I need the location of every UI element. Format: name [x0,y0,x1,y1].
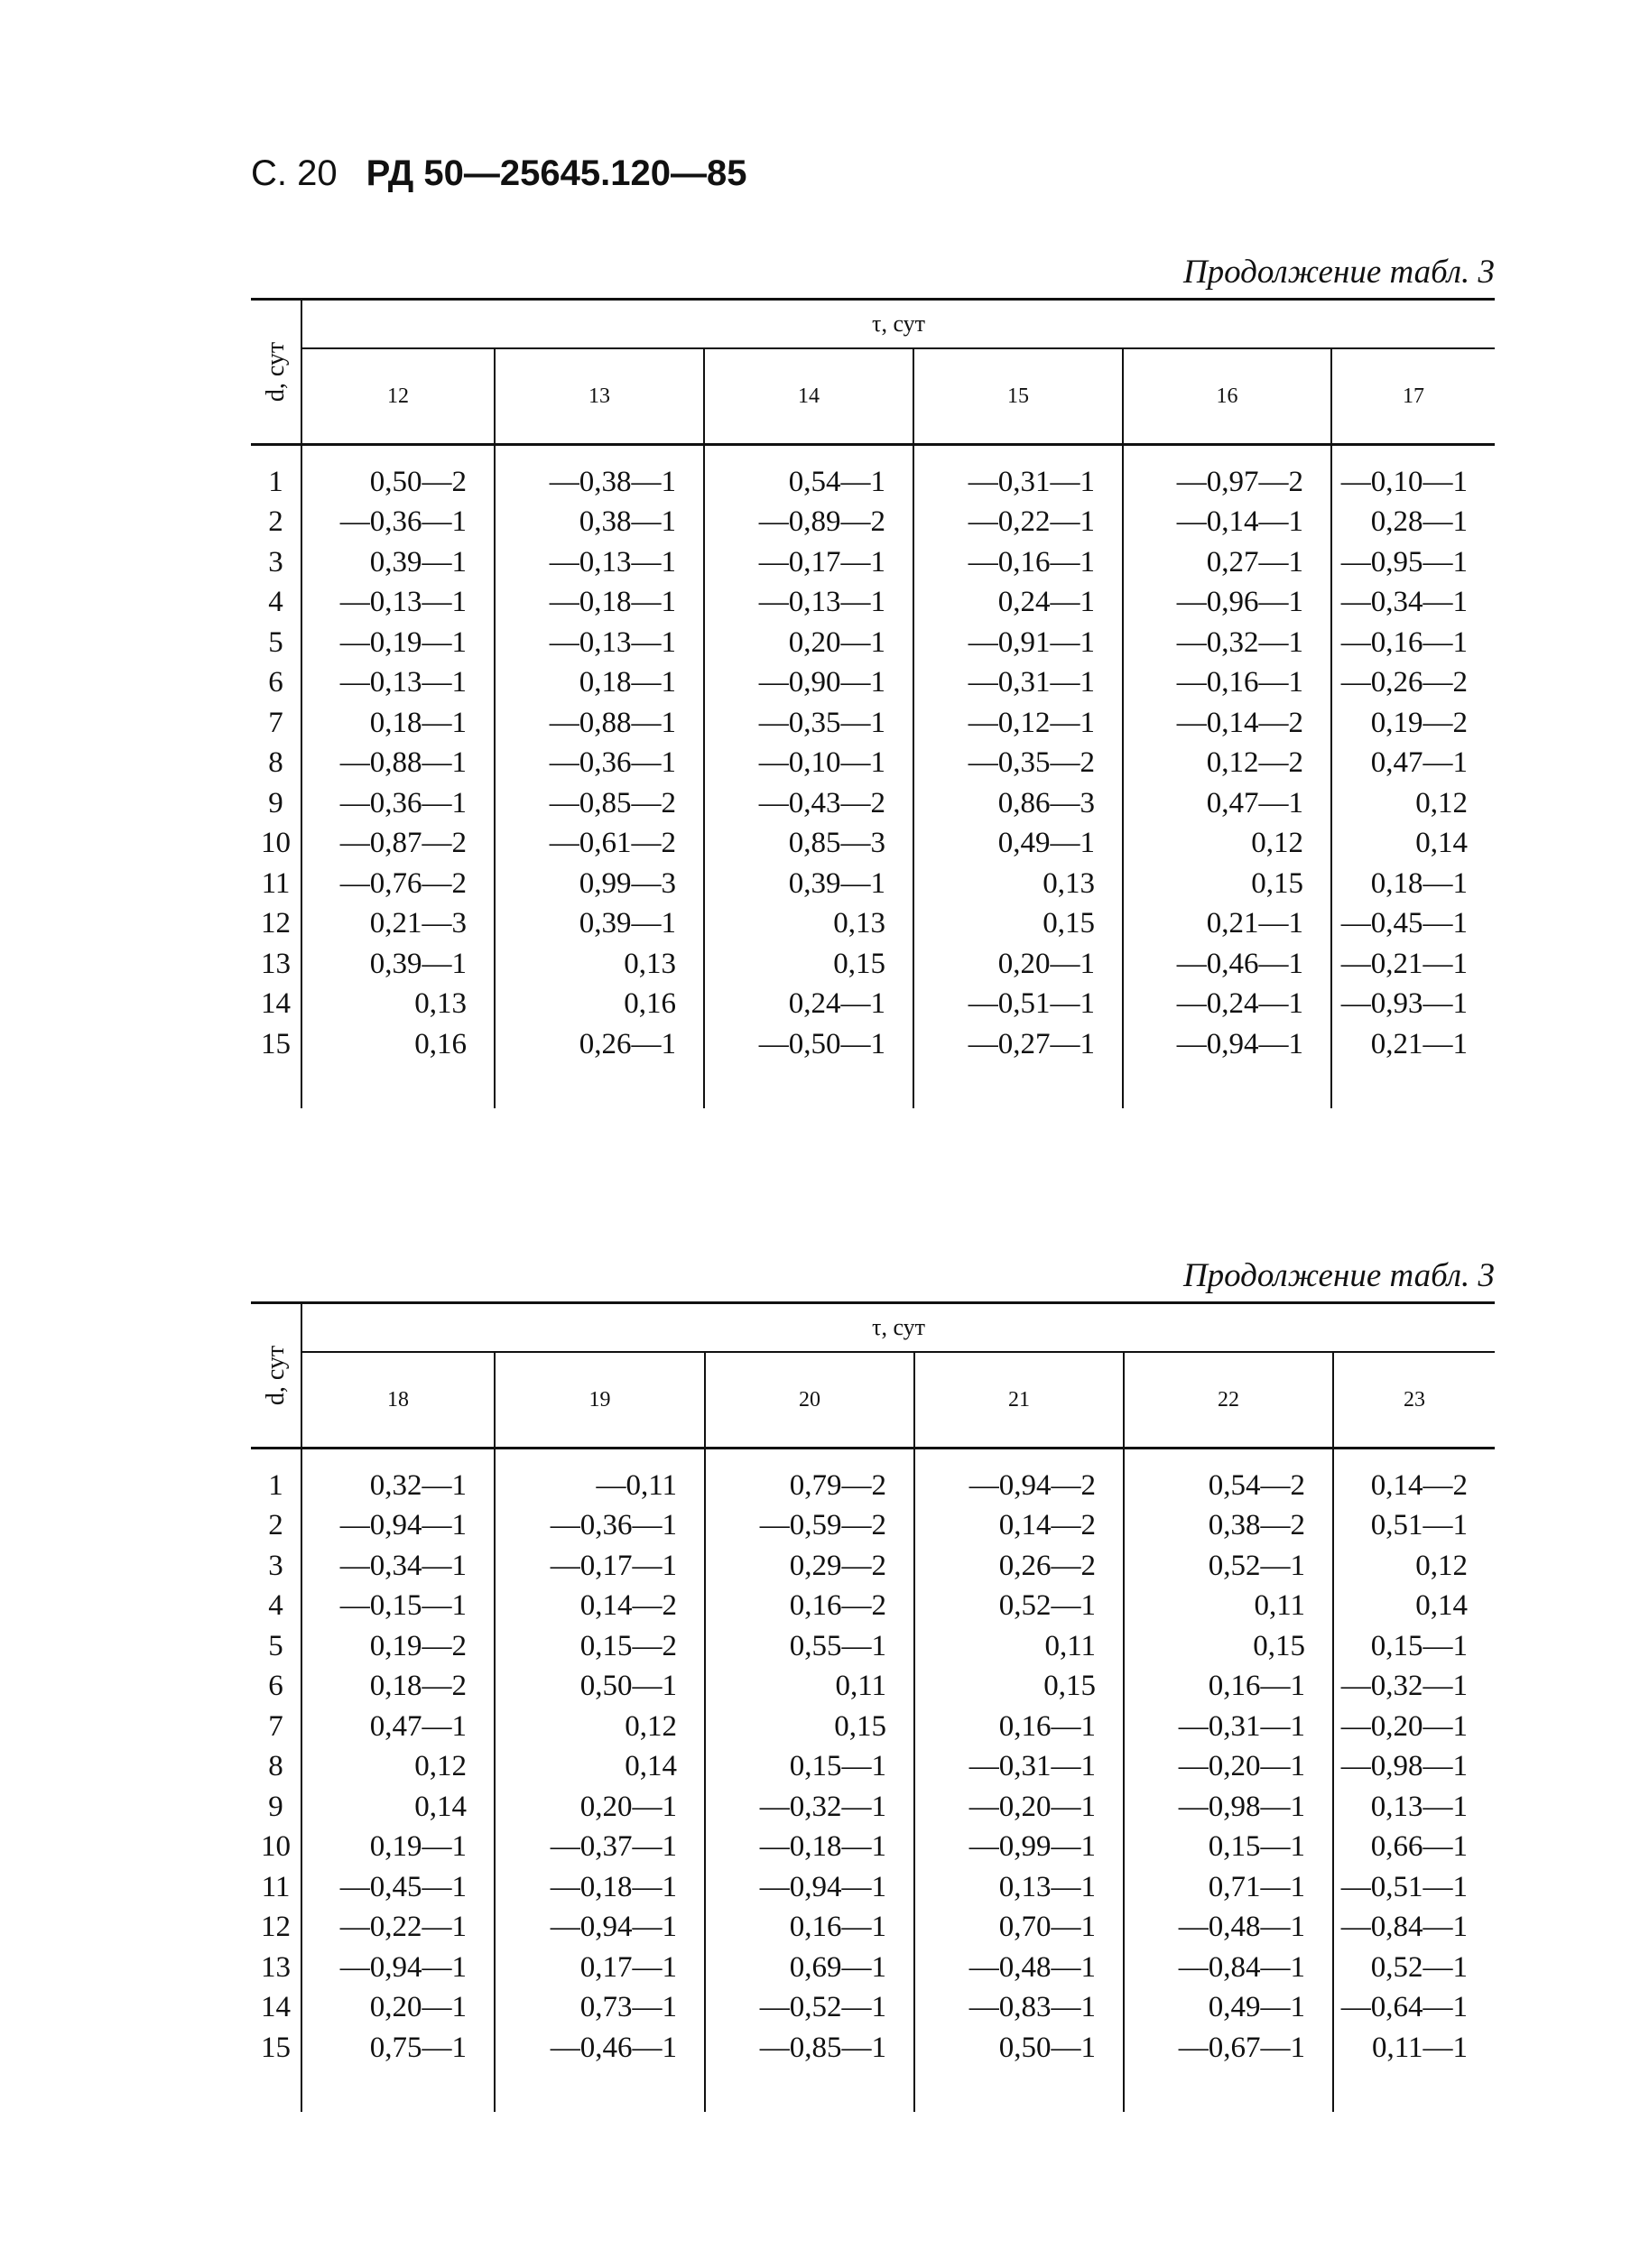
table-cell: 0,18—1 [369,706,467,739]
table-row [251,1466,1495,1506]
column-group-header: τ, сут [301,300,1495,349]
row-d-value: 14 [251,985,301,1025]
table-cell: 0,50—1 [495,1667,705,1708]
table-cell: —0,52—1 [705,1988,914,2029]
table-cell: —0,26—2 [1331,663,1495,704]
table-cell: 0,15 [1123,864,1331,904]
table-cell: —0,16—1 [1331,623,1495,663]
row-header-d [251,300,301,445]
table-cell: 0,50—2 [369,465,467,498]
table-cell: —0,16—1 [913,542,1123,583]
table-cell: —0,61—2 [495,824,704,865]
row-d-value: 14 [251,1988,301,2029]
table-cell: —0,15—1 [339,1589,467,1623]
row-d-value: 1 [251,1466,301,1506]
column-header: 20 [705,1352,914,1449]
table-cell: 0,15—1 [1333,1626,1495,1667]
table-cell: 0,11 [1124,1587,1333,1627]
table-cell: —0,99—1 [914,1828,1124,1868]
table-row [251,1587,1495,1627]
row-d-value: 10 [251,824,301,865]
table-cell: —0,14—2 [1123,703,1331,744]
table-cell: —0,20—1 [1124,1747,1333,1788]
column-header: 16 [1123,348,1331,445]
row-d-value: 15 [251,2028,301,2069]
column-header: 12 [301,348,495,445]
column-header: 17 [1331,348,1495,445]
table-cell: 0,21—3 [369,907,467,940]
table-row [251,1024,1495,1065]
table-row [251,1626,1495,1667]
table-cell: 0,85—3 [704,824,913,865]
table-cell: 0,26—2 [914,1546,1124,1587]
table-cell: 0,16—1 [1124,1667,1333,1708]
table-cell: —0,14—1 [1123,503,1331,543]
table-row [251,2028,1495,2069]
table-cell: 0,49—1 [1124,1988,1333,2029]
table-cell: —0,34—1 [339,1549,467,1582]
table-cell: —0,98—1 [1124,1787,1333,1828]
table-cell: —0,10—1 [1331,462,1495,503]
table-row [251,824,1495,865]
table-cell: 0,14—2 [914,1506,1124,1547]
table-cell: —0,48—1 [1124,1908,1333,1949]
table-row [251,703,1495,744]
table-cell: —0,31—1 [913,663,1123,704]
table-cell: —0,13—1 [339,586,467,619]
table-cell: —0,45—1 [1331,904,1495,945]
table-cell: 0,15 [1124,1626,1333,1667]
row-header-label: d, сут [261,1345,290,1406]
table-row [251,1546,1495,1587]
row-d-value: 3 [251,1546,301,1587]
table-cell: 0,14 [414,1790,467,1823]
table-cell: 0,14 [1333,1587,1495,1627]
table-cell: 0,20—1 [704,623,913,663]
table-cell: 0,16 [414,1027,467,1060]
row-d-value: 4 [251,583,301,624]
row-d-value: 1 [251,462,301,503]
table-row [251,462,1495,503]
column-group-header: τ, сут [301,1303,1495,1353]
table-cell: —0,46—1 [1123,944,1331,985]
row-d-value: 5 [251,1626,301,1667]
table-cell: —0,12—1 [913,703,1123,744]
table-cell: 0,71—1 [1124,1867,1333,1908]
table-cell: 0,15 [705,1707,914,1747]
table-cell: —0,16—1 [1123,663,1331,704]
table-cell: —0,35—1 [704,703,913,744]
table-row [251,542,1495,583]
table-cell: —0,94—1 [1123,1024,1331,1065]
table-cell: —0,18—1 [495,1867,705,1908]
row-d-value: 7 [251,1707,301,1747]
table-cell: —0,31—1 [1124,1707,1333,1747]
page-header [251,152,746,194]
data-table-1 [251,298,1495,1108]
column-header: 18 [301,1352,495,1449]
row-d-value: 13 [251,1948,301,1988]
table-cell: 0,11 [705,1667,914,1708]
table-cell: 0,47—1 [1123,783,1331,824]
table-row [251,864,1495,904]
table-cell: —0,20—1 [914,1787,1124,1828]
table-cell: 0,13 [913,864,1123,904]
table-cell: 0,73—1 [495,1988,705,2029]
column-header: 15 [913,348,1123,445]
table-cell: 0,32—1 [369,1468,467,1502]
table-cell: —0,84—1 [1333,1908,1495,1949]
row-d-value: 6 [251,663,301,704]
table-cell: 0,39—1 [704,864,913,904]
table-caption: Продолжение табл. 3 [1182,1257,1495,1294]
table-cell: 0,19—1 [369,1830,467,1864]
row-d-value: 12 [251,904,301,945]
table-cell: 0,18—1 [1331,864,1495,904]
table-cell: 0,24—1 [704,985,913,1025]
table-cell: 0,20—1 [369,1991,467,2024]
table-cell: —0,84—1 [1124,1948,1333,1988]
table-row [251,1787,1495,1828]
table-cell: —0,38—1 [495,462,704,503]
table-cell: —0,10—1 [704,744,913,784]
table-cell: 0,16—2 [705,1587,914,1627]
table-cell: 0,21—1 [1123,904,1331,945]
table-cell: 0,50—1 [914,2028,1124,2069]
row-d-value: 12 [251,1908,301,1949]
table-cell: —0,91—1 [913,623,1123,663]
table-cell: 0,12 [1331,783,1495,824]
table-cell: 0,11 [914,1626,1124,1667]
table-cell: 0,79—2 [705,1466,914,1506]
table-cell: 0,16 [495,985,704,1025]
table-cell: —0,97—2 [1123,462,1331,503]
table-cell: —0,32—1 [1123,623,1331,663]
row-d-value: 8 [251,744,301,784]
table-cell: —0,13—1 [495,623,704,663]
row-header-d [251,1303,301,1449]
table-cell: 0,13—1 [1333,1787,1495,1828]
table-row [251,944,1495,985]
table-cell: —0,31—1 [914,1747,1124,1788]
table-cell: 0,18—2 [369,1670,467,1703]
table-cell: —0,94—1 [339,1950,467,1984]
table-cell: —0,94—1 [339,1509,467,1542]
table-cell: 0,12 [495,1707,705,1747]
table-cell: —0,88—1 [339,746,467,780]
table-cell: —0,35—2 [913,744,1123,784]
table-cell: 0,12 [1123,824,1331,865]
table-cell: 0,39—1 [369,947,467,980]
table-cell: —0,83—1 [914,1988,1124,2029]
row-d-value: 13 [251,944,301,985]
table-cell: 0,16—1 [705,1908,914,1949]
table-cell: —0,94—1 [495,1908,705,1949]
column-header: 23 [1333,1352,1495,1449]
table-cell: —0,48—1 [914,1948,1124,1988]
table-cell: —0,36—1 [339,505,467,539]
table-cell: 0,39—1 [369,545,467,579]
table-cell: —0,36—1 [495,1506,705,1547]
row-d-value: 11 [251,864,301,904]
table-cell: 0,52—1 [914,1587,1124,1627]
table-cell: —0,36—1 [495,744,704,784]
table-cell: —0,95—1 [1331,542,1495,583]
table-cell: —0,32—1 [705,1787,914,1828]
table-block-2 [251,1249,1495,2152]
table-cell: —0,32—1 [1333,1667,1495,1708]
table-cell: —0,50—1 [704,1024,913,1065]
row-header-label: d, сут [261,341,290,403]
table-cell: 0,14—2 [495,1587,705,1627]
table-block-1 [251,244,1495,1146]
table-cell: —0,24—1 [1123,985,1331,1025]
table-cell: —0,85—2 [495,783,704,824]
table-cell: 0,15—2 [495,1626,705,1667]
row-d-value: 8 [251,1747,301,1788]
table-cell: 0,15 [704,944,913,985]
table-cell: 0,12 [1333,1546,1495,1587]
table-cell: 0,13 [495,944,704,985]
table-row [251,1747,1495,1788]
table-cell: 0,51—1 [1333,1506,1495,1547]
table-cell: —0,90—1 [704,663,913,704]
table-cell: —0,22—1 [339,1911,467,1944]
table-row [251,783,1495,824]
table-row [251,1948,1495,1988]
table-cell: 0,19—2 [1331,703,1495,744]
row-d-value: 3 [251,542,301,583]
table-row [251,744,1495,784]
table-cell: 0,75—1 [369,2031,467,2064]
table-cell: 0,69—1 [705,1948,914,1988]
table-cell: 0,52—1 [1124,1546,1333,1587]
table-cell: —0,17—1 [495,1546,705,1587]
table-cell: 0,38—2 [1124,1506,1333,1547]
table-cell: —0,11 [495,1466,705,1506]
table-cell: —0,89—2 [704,503,913,543]
table-row [251,1707,1495,1747]
row-d-value: 9 [251,783,301,824]
table-cell: —0,59—2 [705,1506,914,1547]
table-row [251,503,1495,543]
row-d-value: 6 [251,1667,301,1708]
row-d-value: 5 [251,623,301,663]
table-cell: —0,85—1 [705,2028,914,2069]
table-cell: 0,99—3 [495,864,704,904]
column-header: 14 [704,348,913,445]
table-cell: —0,37—1 [495,1828,705,1868]
table-cell: —0,17—1 [704,542,913,583]
table-cell: —0,13—1 [495,542,704,583]
table-cell: —0,22—1 [913,503,1123,543]
table-cell: 0,20—1 [495,1787,705,1828]
table-cell: —0,20—1 [1333,1707,1495,1747]
table-row [251,1828,1495,1868]
table-cell: —0,94—2 [914,1466,1124,1506]
table-row [251,1988,1495,2029]
column-header: 21 [914,1352,1124,1449]
table-row [251,623,1495,663]
table-cell: —0,98—1 [1333,1747,1495,1788]
table-cell: 0,38—1 [495,503,704,543]
table-cell: 0,21—1 [1331,1024,1495,1065]
table-cell: 0,28—1 [1331,503,1495,543]
table-cell: —0,45—1 [339,1870,467,1903]
row-d-value: 9 [251,1787,301,1828]
table-row [251,904,1495,945]
table-cell: 0,14 [495,1747,705,1788]
table-cell: —0,18—1 [495,583,704,624]
table-cell: 0,54—2 [1124,1466,1333,1506]
table-cell: —0,36—1 [339,786,467,819]
table-cell: 0,27—1 [1123,542,1331,583]
row-d-value: 2 [251,503,301,543]
table-cell: —0,19—1 [339,625,467,659]
table-cell: —0,13—1 [339,666,467,699]
table-row [251,583,1495,624]
row-d-value: 4 [251,1587,301,1627]
table-cell: —0,34—1 [1331,583,1495,624]
table-cell: 0,13—1 [914,1867,1124,1908]
table-cell: 0,17—1 [495,1948,705,1988]
table-cell: 0,13 [414,987,467,1021]
table-row [251,1667,1495,1708]
column-header: 22 [1124,1352,1333,1449]
table-cell: —0,18—1 [705,1828,914,1868]
table-cell: 0,24—1 [913,583,1123,624]
table-cell: 0,47—1 [369,1709,467,1743]
row-d-value: 2 [251,1506,301,1547]
table-cell: 0,15 [913,904,1123,945]
table-cell: 0,18—1 [495,663,704,704]
table-cell: 0,47—1 [1331,744,1495,784]
table-cell: 0,29—2 [705,1546,914,1587]
document-code: РД 50—25645.120—85 [366,153,747,193]
table-cell: —0,43—2 [704,783,913,824]
table-cell: 0,12 [414,1750,467,1783]
table-cell: 0,26—1 [495,1024,704,1065]
row-d-value: 15 [251,1024,301,1065]
table-cell: 0,66—1 [1333,1828,1495,1868]
table-cell: 0,15 [914,1667,1124,1708]
column-header: 13 [495,348,704,445]
table-cell: —0,88—1 [495,703,704,744]
table-row [251,1908,1495,1949]
table-cell: —0,96—1 [1123,583,1331,624]
table-cell: —0,94—1 [705,1867,914,1908]
table-cell: 0,11—1 [1333,2028,1495,2069]
data-table-2 [251,1301,1495,2112]
row-d-value: 10 [251,1828,301,1868]
table-cell: —0,51—1 [913,985,1123,1025]
table-cell: —0,46—1 [495,2028,705,2069]
table-row [251,663,1495,704]
table-cell: —0,27—1 [913,1024,1123,1065]
table-cell: —0,87—2 [339,827,467,860]
table-caption: Продолжение табл. 3 [1182,254,1495,291]
table-cell: 0,14—2 [1333,1466,1495,1506]
row-d-value: 7 [251,703,301,744]
table-cell: —0,67—1 [1124,2028,1333,2069]
table-cell: 0,12—2 [1123,744,1331,784]
table-row [251,1867,1495,1908]
table-cell: —0,31—1 [913,462,1123,503]
table-cell: 0,55—1 [705,1626,914,1667]
row-d-value: 11 [251,1867,301,1908]
table-cell: —0,76—2 [339,866,467,900]
table-cell: 0,15—1 [1124,1828,1333,1868]
column-header: 19 [495,1352,705,1449]
table-row [251,985,1495,1025]
table-cell: 0,52—1 [1333,1948,1495,1988]
table-cell: —0,21—1 [1331,944,1495,985]
table-cell: 0,15—1 [705,1747,914,1788]
table-cell: 0,16—1 [914,1707,1124,1747]
table-cell: —0,51—1 [1333,1867,1495,1908]
table-cell: —0,13—1 [704,583,913,624]
table-cell: —0,93—1 [1331,985,1495,1025]
table-row [251,1506,1495,1547]
table-cell: 0,54—1 [704,462,913,503]
table-cell: 0,86—3 [913,783,1123,824]
table-cell: 0,13 [704,904,913,945]
table-cell: 0,20—1 [913,944,1123,985]
table-cell: 0,49—1 [913,824,1123,865]
table-cell: 0,14 [1331,824,1495,865]
page-number: С. 20 [251,153,338,193]
table-cell: 0,39—1 [495,904,704,945]
table-cell: 0,70—1 [914,1908,1124,1949]
table-cell: —0,64—1 [1333,1988,1495,2029]
table-cell: 0,19—2 [369,1629,467,1662]
